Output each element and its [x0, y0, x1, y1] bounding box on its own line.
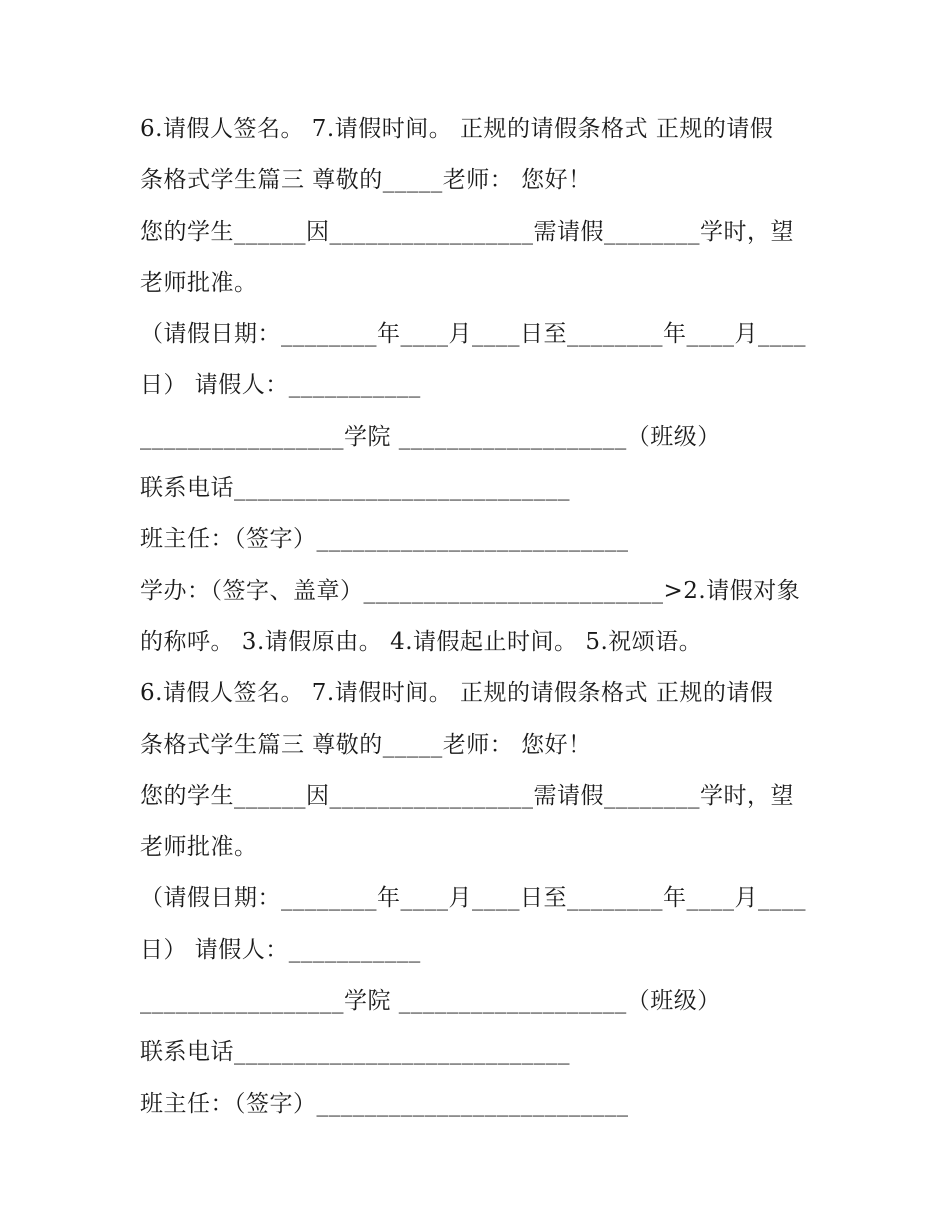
text-line: （请假日期：________年____月____日至________年____月____	[140, 885, 806, 912]
text-line: 您的学生______因_________________需请假________学时，望	[140, 218, 794, 245]
document-body	[140, 104, 820, 1130]
text-line: 老师批准。	[140, 834, 258, 861]
text-line: 日） 请假人：___________	[140, 372, 421, 399]
text-line: 日） 请假人：___________	[140, 936, 421, 963]
text-line: 班主任：（签字）__________________________	[140, 1090, 629, 1117]
text-line: _________________学院 ___________________（班级）	[140, 988, 721, 1015]
text-line: 6.请假人签名。 7.请假时间。 正规的请假条格式 正规的请假	[140, 680, 774, 707]
text-line: 联系电话____________________________	[140, 1039, 570, 1066]
text-line: （请假日期：________年____月____日至________年____月____	[140, 321, 806, 348]
text-line: 老师批准。	[140, 269, 258, 296]
text-line: 6.请假人签名。 7.请假时间。 正规的请假条格式 正规的请假	[140, 116, 774, 142]
text-line: 条格式学生篇三 尊敬的_____老师： 您好！	[140, 167, 592, 194]
text-line: 条格式学生篇三 尊敬的_____老师： 您好！	[140, 731, 592, 758]
text-line: _________________学院 ___________________（班级）	[140, 423, 721, 450]
text-line: 的称呼。 3.请假原由。 4.请假起止时间。 5.祝颂语。	[140, 628, 703, 655]
text-line: 学办：（签字、盖章）_________________________>2.请假对象	[140, 577, 801, 604]
text-line: 班主任：（签字）__________________________	[140, 526, 629, 553]
text-line: 联系电话____________________________	[140, 475, 570, 502]
text-line: 您的学生______因_________________需请假________学时，望	[140, 782, 794, 809]
